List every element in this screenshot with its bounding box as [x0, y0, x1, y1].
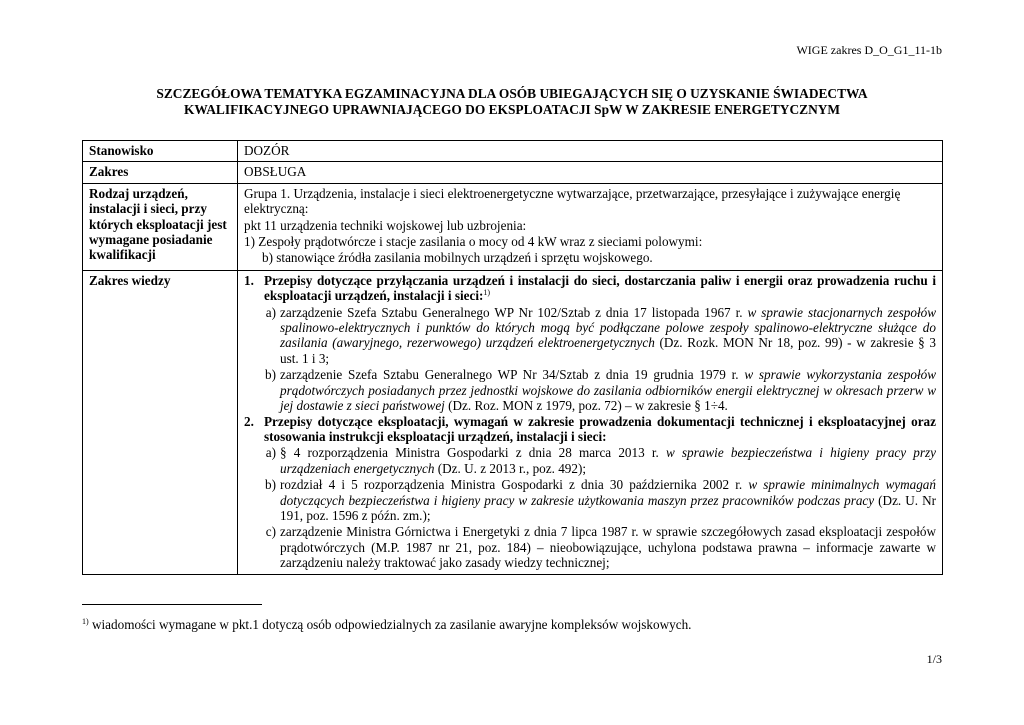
regulation-text [280, 477, 936, 523]
regulation-pre: zarządzenie Szefa Sztabu Generalnego WP Nr 102/Sztab z dnia 17 listopada 1967 r. [280, 304, 748, 320]
regulation-ital: w sprawie wykorzystania zespołów prądotwórczych posiadanych przez jednostki wojskowe do zasilania odbiorników energii elektrycznej w okresach przerw w jej dostawie z sieci państwowej [280, 367, 937, 414]
regulation-item [244, 477, 936, 523]
page-number: 1/3 [926, 652, 942, 666]
title-line-2: KWALIFIKACYJNEGO UPRAWNIAJĄCEGO DO EKSPLOATACJI SpW W ZAKRESIE ENERGETYCZNYM [183, 102, 841, 117]
regulation-letter: c) [265, 524, 276, 540]
item-1b: b) stanowiące źródła zasilania mobilnych urządzeń i sprzętu wojskowego. [262, 250, 653, 266]
regulation-pre: zarządzenie Ministra Górnictwa i Energetyki z dnia 7 lipca 1987 r. w sprawie szczegółowych zasad eksploatacji zespołów prądotwórczych (M.P. 1987 nr 21, poz. 184) – nieobowiązujące, uchylona podstawa prawna – informacje zawarte w zarządzeniu należy traktować jako zasady wiedzy technicznej; [280, 524, 936, 571]
topic-number: 2. [244, 413, 254, 429]
footnote-ref: 1) [483, 288, 491, 298]
pkt-description: pkt 11 urządzenia techniki wojskowej lub uzbrojenia: [244, 217, 527, 233]
footnote [82, 617, 691, 633]
topic-heading [244, 273, 936, 304]
regulation-post: (Dz. U. z 2013 r., poz. 492); [434, 460, 587, 476]
document-title [82, 86, 942, 118]
value-wiedza [238, 270, 943, 574]
regulation-text [280, 445, 936, 476]
qualification-table [82, 140, 943, 575]
regulation-pre: rozdział 4 i 5 rozporządzenia Ministra Gospodarki z dnia 30 października 2002 r. [280, 477, 749, 493]
regulation-item [244, 445, 936, 476]
row-zakres [83, 162, 943, 183]
item-1: 1) Zespoły prądotwórcze i stacje zasilania o mocy od 4 kW wraz z sieciami polowymi: [244, 234, 703, 250]
regulation-item [244, 524, 936, 570]
footnote-rule [82, 604, 262, 605]
knowledge-topic [244, 273, 936, 414]
regulation-post: (Dz. Rozk. MON Nr 18, poz. 99) - w zakresie § 3 ust. 1 i 3; [280, 335, 936, 366]
regulation-post: (Dz. U. Nr 191, poz. 1596 z późn. zm.); [280, 492, 936, 523]
regulation-item [244, 367, 936, 413]
label-wiedza: Zakres wiedzy [83, 270, 238, 574]
label-rodzaj: Rodzaj urządzeń, instalacji i sieci, przy których eksploatacji jest wymagane posiadanie kwalifikacji [83, 183, 238, 270]
regulation-letter: a) [265, 304, 276, 320]
value-stanowisko: DOZÓR [238, 141, 943, 162]
topic-title: Przepisy dotyczące eksploatacji, wymagań w zakresie prowadzenia dokumentacji technicznej i eksploatacyjnej oraz stosowania instrukcji eksploatacji urządzeń, instalacji i sieci: [264, 413, 936, 444]
topic-title: Przepisy dotyczące przyłączania urządzeń i instalacji do sieci, dostarczania paliw i energii oraz prowadzenia ruchu i eksploatacji urządzeń, instalacji i sieci: [264, 272, 936, 304]
regulation-item [244, 305, 936, 367]
regulation-ital: w sprawie minimalnych wymagań dotyczących bezpieczeństwa i higieny pracy w zakresie użytkowania maszyn przez pracowników podczas pracy [280, 477, 936, 508]
label-zakres: Zakres [83, 162, 238, 183]
regulation-ital: w sprawie stacjonarnych zespołów spalinowo-elektrycznych i punktów do których mogą być podłączane polowe zespoły spalinowo-elektryczne służące do zasilania (awaryjnego, rezerwowego) urządzeń elektroenergetycznych [280, 304, 936, 351]
regulation-text [280, 524, 936, 570]
topic-text [264, 414, 936, 445]
row-wiedza [83, 270, 943, 574]
footnote-mark: 1) [82, 617, 89, 626]
label-stanowisko: Stanowisko [83, 141, 238, 162]
regulation-letter: b) [265, 367, 276, 383]
value-zakres: OBSŁUGA [238, 162, 943, 183]
regulation-letter: b) [265, 477, 276, 493]
regulation-post: (Dz. Roz. MON z 1979, poz. 72) – w zakresie § 1÷4. [444, 398, 728, 414]
regulation-pre: § 4 rozporządzenia Ministra Gospodarki z dnia 28 marca 2013 r. [280, 445, 666, 461]
row-rodzaj [83, 183, 943, 270]
regulation-text [280, 305, 936, 367]
regulation-text [280, 367, 936, 413]
topic-heading [244, 414, 936, 445]
footnote-text: wiadomości wymagane w pkt.1 dotyczą osób odpowiedzialnych za zasilanie awaryjne kompleksów wojskowych. [88, 617, 692, 632]
group-description: Grupa 1. Urządzenia, instalacje i sieci elektroenergetyczne wytwarzające, przetwarzające, przesyłające i zużywające energię elektryczną: [244, 185, 901, 217]
value-rodzaj [238, 183, 943, 270]
knowledge-topic [244, 414, 936, 571]
regulation-letter: a) [265, 445, 276, 461]
document-id: WIGE zakres D_O_G1_11-1b [796, 43, 942, 57]
title-line-1: SZCZEGÓŁOWA TEMATYKA EGZAMINACYJNA DLA OSÓB UBIEGAJĄCYCH SIĘ O UZYSKANIE ŚWIADECTWA [156, 86, 868, 101]
regulation-pre: zarządzenie Szefa Sztabu Generalnego WP Nr 34/Sztab z dnia 19 grudnia 1979 r. [280, 367, 745, 383]
row-stanowisko [83, 141, 943, 162]
topic-number: 1. [244, 272, 254, 288]
topic-text [264, 273, 936, 304]
regulation-ital: w sprawie bezpieczeństwa i higieny pracy przy urządzeniach energetycznych [280, 445, 936, 476]
knowledge-topics [244, 273, 936, 571]
